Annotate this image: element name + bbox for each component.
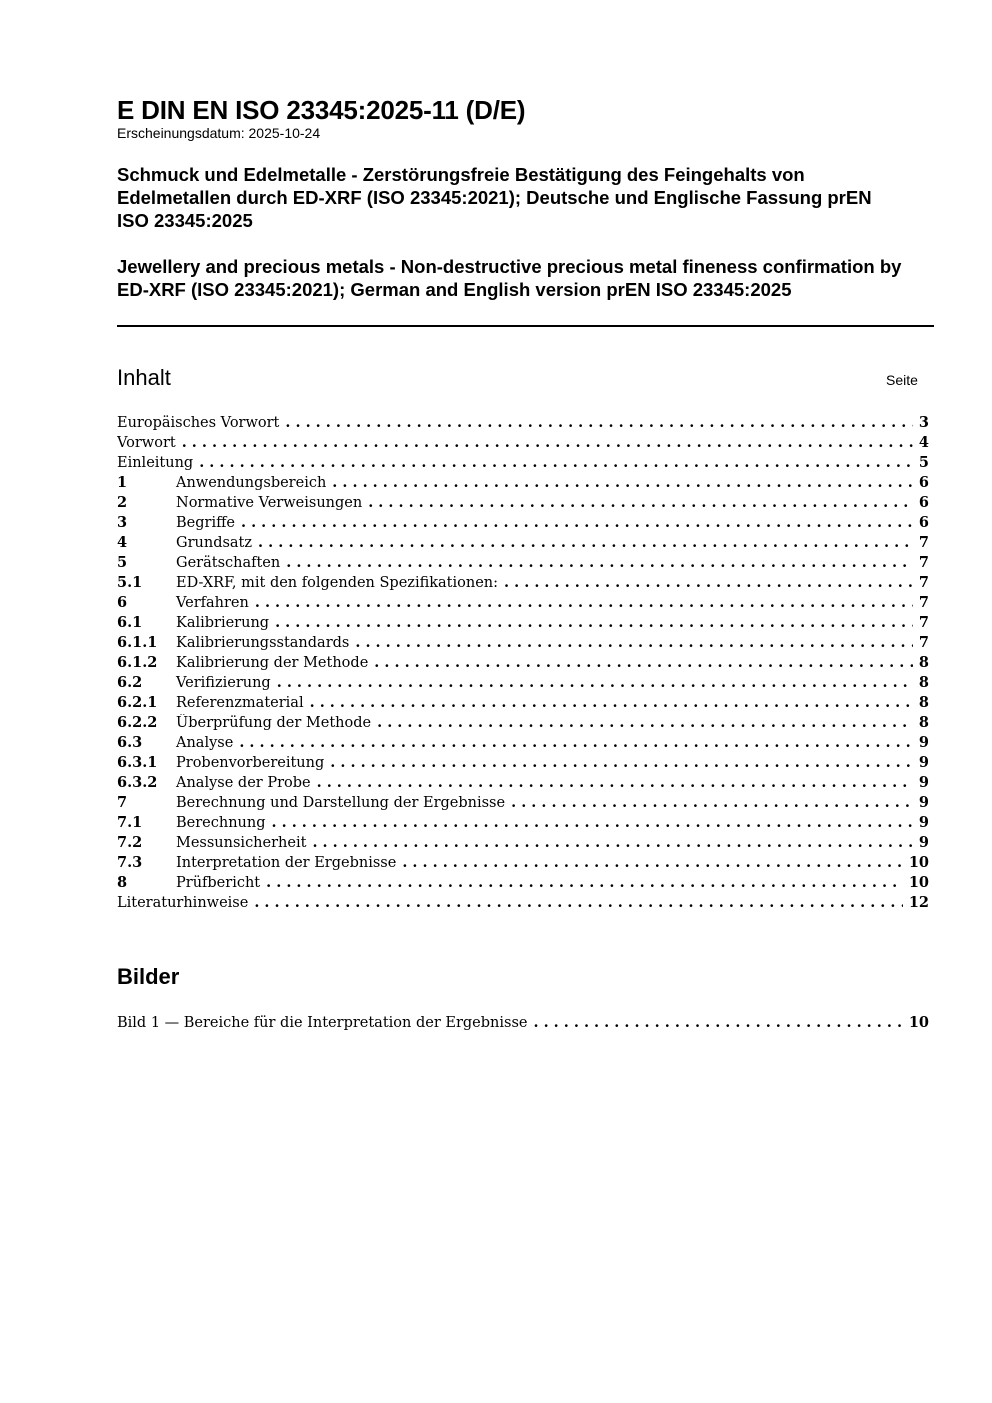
toc-entry[interactable]	[117, 554, 929, 574]
contents-heading: Inhalt	[117, 365, 171, 390]
toc-entry-page: 3	[918, 414, 929, 431]
toc-entry-label: Gerätschaften	[176, 555, 281, 571]
toc-leader-dots	[285, 414, 913, 431]
toc-entry-label: Interpretation der Ergebnisse	[176, 855, 397, 871]
toc-leader-dots	[275, 614, 913, 631]
toc-entry-number: 7.1	[117, 814, 143, 831]
toc-entry-label: Analyse der Probe	[176, 775, 311, 791]
toc-leader-dots	[374, 654, 913, 671]
toc-entry-label: Prüfbericht	[176, 875, 261, 891]
list-of-figures	[117, 1014, 929, 1034]
toc-leader-dots	[330, 754, 913, 771]
toc-entry-number: 6.3.1	[117, 754, 158, 771]
toc-entry[interactable]	[117, 774, 929, 794]
toc-entry-label: Messunsicherheit	[176, 835, 307, 851]
toc-entry[interactable]	[117, 494, 929, 514]
toc-entry-page: 9	[918, 774, 929, 791]
toc-entry[interactable]	[117, 594, 929, 614]
toc-entry-number: 7	[117, 794, 128, 811]
toc-leader-dots	[272, 814, 913, 831]
toc-entry-number: 1	[117, 474, 128, 491]
toc-entry-number: 6.2.1	[117, 694, 158, 711]
toc-entry[interactable]	[117, 754, 929, 774]
toc-entry-number: 7.2	[117, 834, 143, 851]
toc-entry-page: 9	[918, 734, 929, 751]
toc-entry-page: 6	[918, 494, 929, 511]
toc-entry[interactable]	[117, 614, 929, 634]
toc-entry-number: 3	[117, 514, 128, 531]
toc-entry-number: 6.2.2	[117, 714, 158, 731]
toc-entry-page: 10	[908, 854, 929, 871]
toc-entry-number: 6.3	[117, 734, 143, 751]
toc-leader-dots	[312, 834, 912, 851]
toc-entry-label: Verfahren	[176, 595, 249, 611]
toc-leader-dots	[266, 874, 903, 891]
toc-entry[interactable]	[117, 414, 929, 434]
toc-leader-dots	[182, 434, 913, 451]
toc-entry-page: 7	[918, 614, 929, 631]
toc-entry[interactable]	[117, 474, 929, 494]
toc-entry-page: 9	[918, 834, 929, 851]
toc-leader-dots	[241, 514, 913, 531]
header-divider	[117, 325, 934, 327]
toc-entry-number: 8	[117, 874, 128, 891]
toc-entry[interactable]	[117, 654, 929, 674]
toc-leader-dots	[199, 454, 913, 471]
toc-entry[interactable]	[117, 434, 929, 454]
toc-leader-dots	[368, 494, 913, 511]
toc-leader-dots	[377, 714, 913, 731]
toc-entry-page: 7	[918, 554, 929, 571]
toc-entry-page: 9	[918, 754, 929, 771]
toc-entry[interactable]	[117, 714, 929, 734]
toc-entry-label: Kalibrierung	[176, 615, 270, 631]
toc-entry-page: 7	[918, 534, 929, 551]
toc-entry-label: Probenvorbereitung	[176, 755, 325, 771]
toc-entry[interactable]	[117, 834, 929, 854]
figures-heading: Bilder	[117, 964, 180, 989]
toc-entry-page: 8	[918, 654, 929, 671]
toc-leader-dots	[332, 474, 913, 491]
toc-entry-label: Vorwort	[117, 435, 176, 451]
toc-entry[interactable]	[117, 874, 929, 894]
toc-leader-dots	[258, 534, 913, 551]
toc-leader-dots	[402, 854, 902, 871]
toc-entry-label: Einleitung	[117, 455, 194, 471]
toc-entry-label: Kalibrierungsstandards	[176, 635, 350, 651]
toc-entry-number: 6.2	[117, 674, 143, 691]
toc-entry-page: 4	[918, 434, 929, 451]
toc-leader-dots	[255, 594, 913, 611]
toc-entry[interactable]	[117, 814, 929, 834]
title-german: Schmuck und Edelmetalle - Zerstörungsfreie Bestätigung des Feingehalts von Edelmetallen durch ED-XRF (ISO 23345:2021); Deutsche und Englische Fassung prEN ISO 23345:2025	[117, 164, 872, 231]
toc-leader-dots	[317, 774, 913, 791]
toc-entry-number: 6.1.2	[117, 654, 158, 671]
toc-entry-label: Literaturhinweise	[117, 895, 249, 911]
toc-entry-label: Kalibrierung der Methode	[176, 655, 369, 671]
toc-leader-dots	[286, 554, 913, 571]
toc-entry-number: 4	[117, 534, 128, 551]
toc-leader-dots	[504, 574, 913, 591]
toc-entry-number: 6.3.2	[117, 774, 158, 791]
toc-entry[interactable]	[117, 794, 929, 814]
toc-entry-number: 6.1	[117, 614, 143, 631]
toc-entry-label: Grundsatz	[176, 535, 253, 551]
toc-entry[interactable]	[117, 634, 929, 654]
toc-leader-dots	[239, 734, 913, 751]
toc-entry-page: 7	[918, 594, 929, 611]
toc-entry-label: Überprüfung der Methode	[176, 715, 372, 731]
toc-leader-dots	[310, 694, 913, 711]
toc-leader-dots	[254, 894, 902, 911]
toc-entry-page: 8	[918, 674, 929, 691]
toc-entry-label: Referenzmaterial	[176, 695, 304, 711]
title-english: Jewellery and precious metals - Non-destructive precious metal fineness confirmation by ED-XRF (ISO 23345:2021); German and English version prEN ISO 23345:2025	[117, 256, 902, 300]
toc-entry-label: Verifizierung	[176, 675, 271, 691]
toc-entry-label: Begriffe	[176, 515, 235, 531]
toc-entry[interactable]	[117, 894, 929, 914]
toc-entry-label: Berechnung und Darstellung der Ergebnisse	[176, 795, 506, 811]
toc-entry-page: 6	[918, 514, 929, 531]
toc-entry[interactable]	[117, 534, 929, 554]
toc-entry-label: ED-XRF, mit den folgenden Spezifikationen:	[176, 575, 499, 591]
toc-entry[interactable]	[117, 674, 929, 694]
toc-entry-page: 9	[918, 814, 929, 831]
toc-entry[interactable]	[117, 514, 929, 534]
toc-entry[interactable]	[117, 454, 929, 474]
toc-entry-page: 6	[918, 474, 929, 491]
toc-entry-label: Europäisches Vorwort	[117, 415, 280, 431]
toc-entry-page: 8	[918, 714, 929, 731]
toc-entry[interactable]	[117, 694, 929, 714]
page-column-label: Seite	[886, 372, 918, 388]
toc-entry-number: 6	[117, 594, 128, 611]
figure-entry[interactable]	[117, 1014, 929, 1034]
toc-entry-label: Analyse	[176, 735, 234, 751]
figure-entry-page: 10	[908, 1014, 929, 1031]
toc-entry-label: Berechnung	[176, 815, 266, 831]
toc-entry-number: 5.1	[117, 574, 143, 591]
toc-entry[interactable]	[117, 854, 929, 874]
figure-entry-label: Bild 1 — Bereiche für die Interpretation der Ergebnisse	[117, 1015, 528, 1031]
toc-entry-page: 5	[918, 454, 929, 471]
toc-entry-number: 6.1.1	[117, 634, 158, 651]
publication-date: Erscheinungsdatum: 2025-10-24	[117, 125, 321, 141]
toc-entry-number: 7.3	[117, 854, 143, 871]
toc-entry-page: 10	[908, 874, 929, 891]
document-id: E DIN EN ISO 23345:2025-11 (D/E)	[117, 95, 526, 125]
toc-entry-page: 7	[918, 634, 929, 651]
toc-entry-page: 12	[908, 894, 929, 911]
toc-entry[interactable]	[117, 734, 929, 754]
toc-leader-dots	[355, 634, 913, 651]
toc-entry-label: Anwendungsbereich	[176, 475, 327, 491]
toc-entry-number: 5	[117, 554, 128, 571]
toc-entry-page: 7	[918, 574, 929, 591]
toc-entry-number: 2	[117, 494, 128, 511]
toc-entry-page: 8	[918, 694, 929, 711]
toc-entry[interactable]	[117, 574, 929, 594]
toc-leader-dots	[511, 794, 913, 811]
table-of-contents	[117, 414, 929, 914]
figure-leader-dots	[533, 1014, 902, 1031]
toc-leader-dots	[277, 674, 913, 691]
toc-entry-label: Normative Verweisungen	[176, 495, 363, 511]
toc-entry-page: 9	[918, 794, 929, 811]
